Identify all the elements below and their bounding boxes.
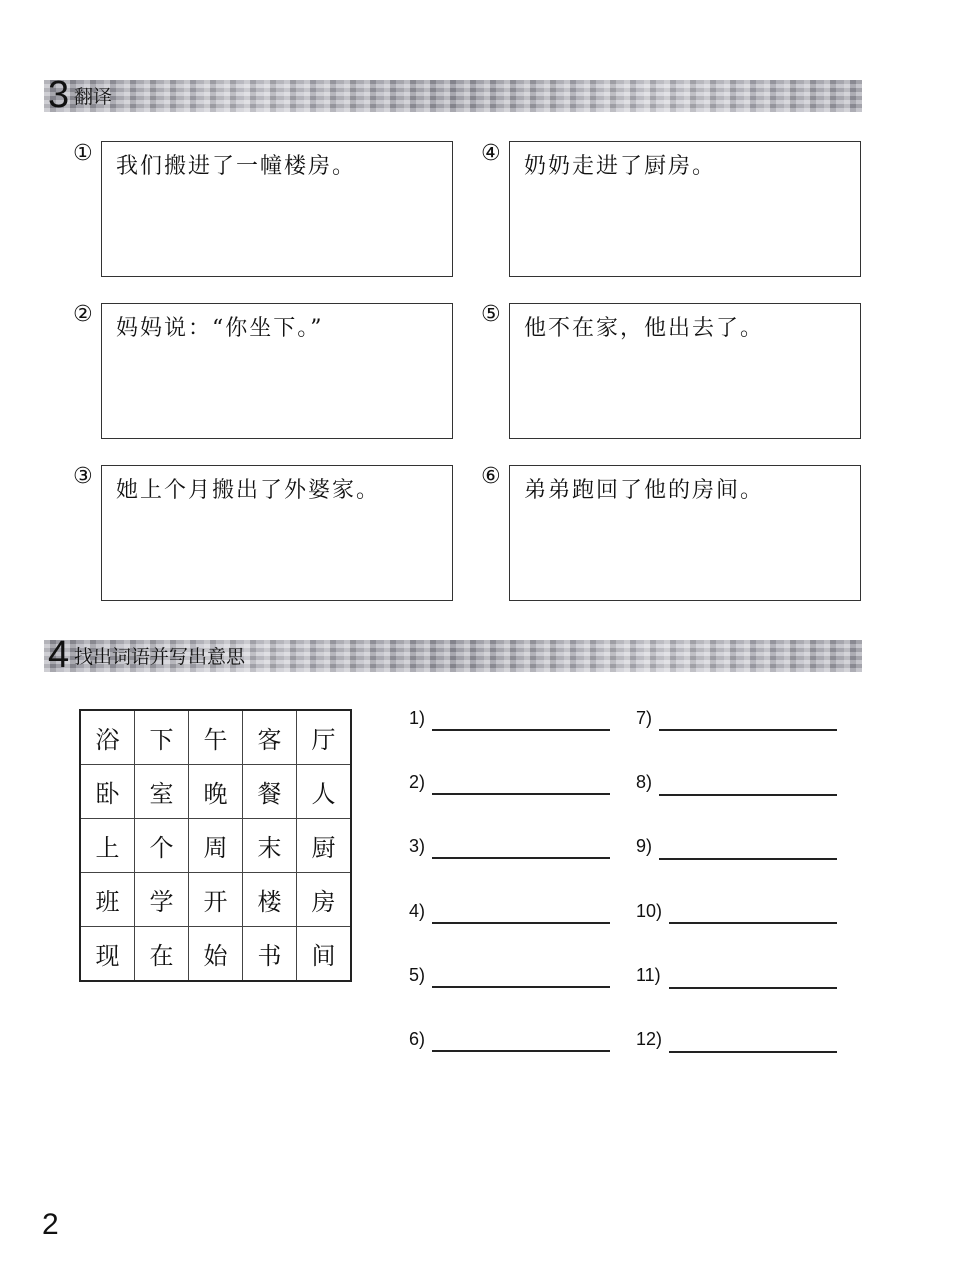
sentence-4: 奶奶走进了厨房。: [524, 154, 717, 179]
answer-line-2[interactable]: [432, 793, 610, 795]
grid-cell[interactable]: 在: [135, 927, 189, 982]
grid-cell[interactable]: 人: [297, 765, 352, 819]
sentence-6: 弟弟跑回了他的房间。: [524, 478, 765, 503]
grid-cell[interactable]: 学: [135, 873, 189, 927]
grid-cell[interactable]: 现: [80, 927, 135, 982]
item-marker-6: ⑥: [481, 464, 501, 489]
item-marker-5: ⑤: [481, 302, 501, 327]
translation-box-2[interactable]: [101, 303, 453, 439]
answer-line-5[interactable]: [432, 986, 610, 988]
translation-box-6[interactable]: [509, 465, 861, 601]
answer-label-12: 12): [636, 1029, 663, 1049]
answer-label-8: 8): [636, 772, 653, 792]
grid-cell[interactable]: 开: [189, 873, 243, 927]
answer-label-4: 4): [409, 901, 426, 921]
grid-row: [80, 765, 351, 819]
grid-cell[interactable]: 始: [189, 927, 243, 982]
answer-label-11: 11): [636, 965, 661, 985]
grid-cell[interactable]: 浴: [80, 710, 135, 765]
answer-line-11[interactable]: [669, 987, 837, 989]
answer-label-10: 10): [636, 901, 663, 921]
grid-cell[interactable]: 下: [135, 710, 189, 765]
translation-box-5[interactable]: [509, 303, 861, 439]
answer-line-4[interactable]: [432, 922, 610, 924]
answer-line-8[interactable]: [659, 794, 837, 796]
answer-line-1[interactable]: [432, 729, 610, 731]
translation-box-3[interactable]: [101, 465, 453, 601]
grid-cell[interactable]: 末: [243, 819, 297, 873]
grid-cell[interactable]: 卧: [80, 765, 135, 819]
grid-cell[interactable]: 餐: [243, 765, 297, 819]
grid-row: [80, 927, 351, 982]
sentence-3: 她上个月搬出了外婆家。: [116, 478, 381, 503]
grid-cell[interactable]: 客: [243, 710, 297, 765]
grid-row: [80, 873, 351, 927]
grid-row: [80, 819, 351, 873]
sentence-1: 我们搬进了一幢楼房。: [116, 154, 357, 179]
answer-label-7: 7): [636, 708, 653, 728]
grid-cell[interactable]: 晚: [189, 765, 243, 819]
answer-line-3[interactable]: [432, 857, 610, 859]
word-search-grid: [79, 709, 352, 982]
grid-cell[interactable]: 房: [297, 873, 352, 927]
grid-row: [80, 710, 351, 765]
section-4-header: [44, 634, 862, 676]
grid-cell[interactable]: 书: [243, 927, 297, 982]
sentence-2: 妈妈说：“你坐下。”: [116, 316, 324, 341]
grid-cell[interactable]: 楼: [243, 873, 297, 927]
answer-line-6[interactable]: [432, 1050, 610, 1052]
grid-cell[interactable]: 厅: [297, 710, 352, 765]
grid-cell[interactable]: 周: [189, 819, 243, 873]
item-marker-4: ④: [481, 141, 501, 166]
answer-label-5: 5): [409, 965, 426, 985]
answer-label-2: 2): [409, 772, 426, 792]
grid-cell[interactable]: 间: [297, 927, 352, 982]
answer-line-9[interactable]: [659, 858, 837, 860]
section-4-number: 4: [48, 634, 70, 676]
section-4-title: 找出词语并写出意思: [74, 646, 246, 668]
page-number: 2: [42, 1208, 59, 1241]
answer-label-6: 6): [409, 1029, 426, 1049]
answer-label-3: 3): [409, 836, 426, 856]
grid-cell[interactable]: 班: [80, 873, 135, 927]
grid-cell[interactable]: 午: [189, 710, 243, 765]
translation-box-1[interactable]: [101, 141, 453, 277]
item-marker-1: ①: [73, 141, 93, 166]
grid-cell[interactable]: 厨: [297, 819, 352, 873]
item-marker-3: ③: [73, 464, 93, 489]
grid-cell[interactable]: 室: [135, 765, 189, 819]
answer-label-9: 9): [636, 836, 653, 856]
grid-cell[interactable]: 个: [135, 819, 189, 873]
answer-line-12[interactable]: [669, 1051, 837, 1053]
item-marker-2: ②: [73, 302, 93, 327]
answer-line-10[interactable]: [669, 922, 837, 924]
sentence-5: 他不在家，他出去了。: [524, 316, 765, 341]
translation-box-4[interactable]: [509, 141, 861, 277]
section-3-number: 3: [48, 74, 70, 116]
section-3-title: 翻译: [74, 86, 113, 108]
section-3-header: [44, 74, 862, 116]
answer-line-7[interactable]: [659, 729, 837, 731]
answer-label-1: 1): [409, 708, 426, 728]
grid-cell[interactable]: 上: [80, 819, 135, 873]
